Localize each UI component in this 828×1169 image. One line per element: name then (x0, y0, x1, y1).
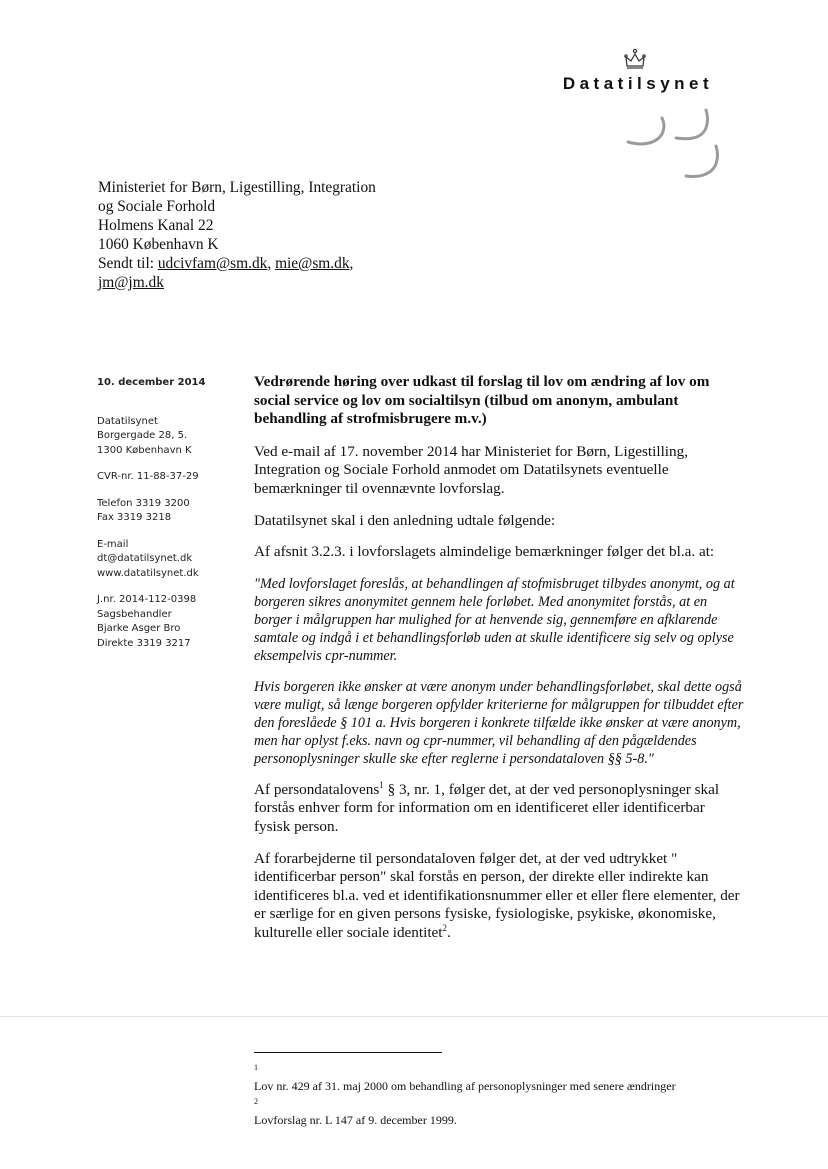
sender-street: Borgergade 28, 5. (97, 430, 188, 441)
quote-paragraph: "Med lovforslaget foreslås, at behandlingen af stofmisbruget tilbydes anonymt, og at borgeren sikres anonymitet gennem hele forløbet. Med anonymitet forstås, at en borger i målgruppen har mulighed for at henvende sig, gennemføre en afklarende samtale og indgå i et behandlingsforløb uden at skulle identificere sig selv og oplyse eksempelvis cpr-nummer. (254, 575, 735, 664)
sent-to-line: Sendt til: udcivfam@sm.dk, mie@sm.dk, (98, 255, 354, 272)
logo-wordmark: Datatilsynet (562, 74, 714, 93)
recipient-city: 1060 København K (98, 236, 219, 253)
letter-date: 10. december 2014 (97, 377, 206, 388)
footnote-text: Lovforslag nr. L 147 af 9. december 1999. (254, 1113, 457, 1127)
footnote-marker: 2 (442, 922, 448, 933)
sender-email: dt@datatilsynet.dk (97, 553, 193, 564)
sender-sidebar (97, 376, 237, 663)
sender-org: Datatilsynet (97, 415, 158, 427)
quote-paragraph: Hvis borgeren ikke ønsker at være anonym under behandlingsforløbet, skal dette også være muligt, så længe borgeren opfylder kriterierne for målgruppen for tilbuddet efter den foreslåede § 101 a. Hvis borgeren i konkrete tilfælde ikke ønsker at være anonym, men har oplyst f.eks. navn og cpr-nummer, vil behandling af den pågældendes personoplysninger skulle ske efter reglerne i persondataloven §§ 5-8." (254, 678, 744, 767)
direct-phone: Direkte 3319 3217 (97, 637, 191, 649)
footnotes (254, 1060, 754, 1128)
email-link-jm[interactable]: jm@jm.dk (98, 274, 164, 291)
recipient-line: og Sociale Forhold (98, 198, 216, 215)
footnote-number: 2 (254, 1097, 258, 1106)
sender-city: 1300 København K (97, 444, 192, 456)
page-divider (0, 1016, 828, 1017)
paragraph-text: . (447, 923, 451, 941)
footnote-marker: 1 (379, 779, 384, 790)
sender-address (97, 415, 237, 459)
email-link-udcivfam[interactable]: udcivfam@sm.dk (157, 255, 268, 272)
paragraph: Af afsnit 3.2.3. i lovforslagets almindelige bemærkninger følger det bl.a. at: (254, 543, 715, 561)
fax-number: Fax 3319 3218 (97, 512, 172, 523)
paragraph-text: Af persondatalovens (254, 780, 380, 798)
sender-phone-group (97, 497, 237, 526)
footnote-item (254, 1094, 754, 1128)
case-handler-label: Sagsbehandler (97, 608, 172, 620)
handwritten-signature (620, 106, 730, 186)
crown-icon (623, 48, 647, 70)
paragraph: Ved e-mail af 17. november 2014 har Ministeriet for Børn, Ligestilling, Integration og Sociale Forhold anmodet om Datatilsynets eventuelle bemærkninger til ovennævnte lovforslag. (254, 442, 689, 497)
paragraph-text: § 3, nr. 1, følger det, at der ved personoplysninger skal forstås enhver form for information om en identificeret eller identificerbar fysisk person. (254, 780, 720, 835)
letter-subject: Vedrørende høring over udkast til forslag til lov om ændring af lov om social service og lov om socialtilsyn (tilbud om anonym, ambulant behandling af strofmisbrugere m.v.) (254, 373, 710, 428)
case-handler-name: Bjarke Asger Bro (97, 623, 181, 634)
phone-number: Telefon 3319 3200 (97, 497, 190, 509)
paragraph-text: Af forarbejderne til persondataloven følger det, at der ved udtrykket " identificerbar person" skal forstås en person, der direkte eller indirekte kan identificeres bl.a. ved et identifikationsnummer eller et eller flere elementer, der er særlige for en given persons fysiske, fysiologiske, psykiske, økonomiske, kulturelle eller sociale identitet (254, 849, 740, 941)
paragraph (254, 850, 744, 943)
sent-to-line-2 (98, 273, 376, 292)
recipient-line: Ministeriet for Børn, Ligestilling, Integration (98, 179, 376, 196)
paragraph: Datatilsynet skal i den anledning udtale følgende: (254, 511, 556, 529)
journal-number: J.nr. 2014-112-0398 (97, 594, 197, 605)
paragraph (254, 781, 744, 837)
footnote-text: Lov nr. 429 af 31. maj 2000 om behandling af personoplysninger med senere ændringer (254, 1079, 676, 1093)
sender-contact-group (97, 538, 237, 582)
sender-cvr (97, 470, 237, 485)
letter-body (254, 373, 744, 956)
email-link-mie[interactable]: mie@sm.dk (275, 255, 350, 272)
email-label: E-mail (97, 538, 129, 550)
recipient-street: Holmens Kanal 22 (98, 217, 214, 234)
sent-to-label: Sendt til: (98, 255, 158, 272)
cvr-number: CVR-nr. 11-88-37-29 (97, 471, 199, 482)
datatilsynet-logo (520, 48, 750, 94)
footnote-item (254, 1060, 754, 1094)
case-info-group (97, 593, 237, 651)
footnote-rule (254, 1052, 442, 1053)
sender-website: www.datatilsynet.dk (97, 567, 199, 579)
footnote-number: 1 (254, 1063, 258, 1072)
recipient-address (98, 178, 376, 292)
